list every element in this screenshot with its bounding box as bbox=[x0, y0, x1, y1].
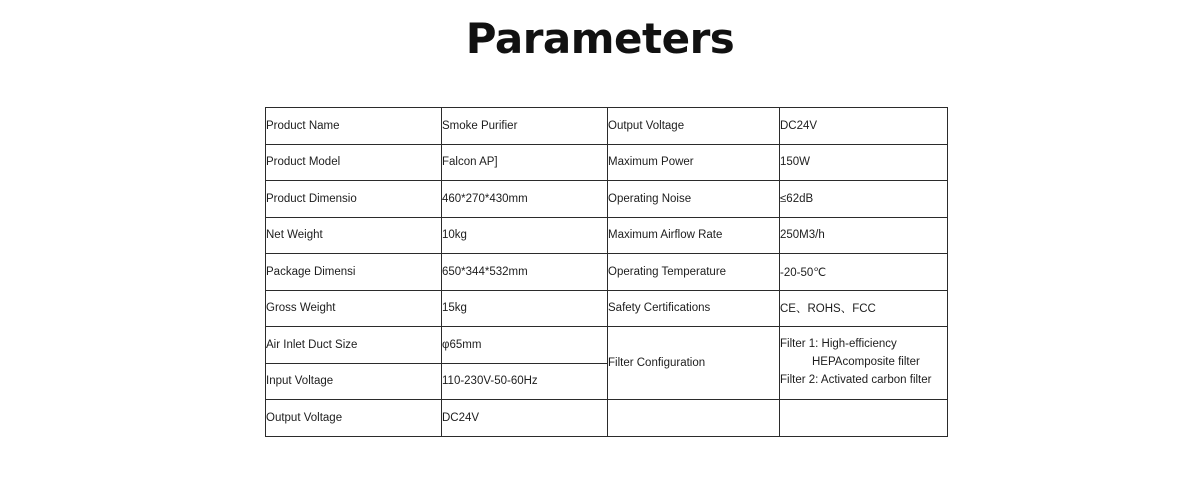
row-value: 650*344*532mm bbox=[442, 254, 608, 291]
row-label: Package Dimensi bbox=[266, 254, 442, 291]
row-label: Operating Temperature bbox=[608, 254, 780, 291]
row-value: φ65mm bbox=[442, 327, 608, 364]
table-row bbox=[266, 217, 948, 254]
table-row bbox=[266, 327, 948, 364]
row-value: 150W bbox=[780, 144, 948, 181]
row-label: Product Model bbox=[266, 144, 442, 181]
row-label: Safety Certifications bbox=[608, 290, 780, 327]
filter-configuration-label: Filter Configuration bbox=[608, 327, 780, 400]
row-value: 15kg bbox=[442, 290, 608, 327]
table-row bbox=[266, 181, 948, 218]
row-value: 110-230V-50-60Hz bbox=[442, 363, 608, 400]
row-value: Falcon AP] bbox=[442, 144, 608, 181]
table-row bbox=[266, 144, 948, 181]
row-label: Output Voltage bbox=[608, 108, 780, 145]
row-label: Maximum Airflow Rate bbox=[608, 217, 780, 254]
row-value: ≤62dB bbox=[780, 181, 948, 218]
row-value: -20-50℃ bbox=[780, 254, 948, 291]
row-value: 250M3/h bbox=[780, 217, 948, 254]
empty-cell bbox=[780, 400, 948, 437]
row-value: 10kg bbox=[442, 217, 608, 254]
table-row bbox=[266, 400, 948, 437]
row-label: Gross Weight bbox=[266, 290, 442, 327]
empty-cell bbox=[608, 400, 780, 437]
row-label: Product Dimensio bbox=[266, 181, 442, 218]
row-value: 460*270*430mm bbox=[442, 181, 608, 218]
row-value: DC24V bbox=[442, 400, 608, 437]
row-value: Smoke Purifier bbox=[442, 108, 608, 145]
row-label: Operating Noise bbox=[608, 181, 780, 218]
row-label: Output Voltage bbox=[266, 400, 442, 437]
specifications-table bbox=[265, 107, 948, 437]
table-row bbox=[266, 108, 948, 145]
filter-configuration-value bbox=[780, 327, 948, 400]
filter-line-3: Filter 2: Activated carbon filter bbox=[780, 373, 932, 386]
row-value: CE、ROHS、FCC bbox=[780, 290, 948, 327]
row-label: Net Weight bbox=[266, 217, 442, 254]
row-label: Air Inlet Duct Size bbox=[266, 327, 442, 364]
page-title: Parameters bbox=[465, 14, 735, 63]
row-value: DC24V bbox=[780, 108, 948, 145]
filter-line-2: HEPAcomposite filter bbox=[812, 356, 920, 369]
table-row bbox=[266, 290, 948, 327]
row-label: Input Voltage bbox=[266, 363, 442, 400]
filter-line-1: Filter 1: High-efficiency bbox=[780, 338, 897, 351]
row-label: Product Name bbox=[266, 108, 442, 145]
row-label: Maximum Power bbox=[608, 144, 780, 181]
table-row bbox=[266, 254, 948, 291]
